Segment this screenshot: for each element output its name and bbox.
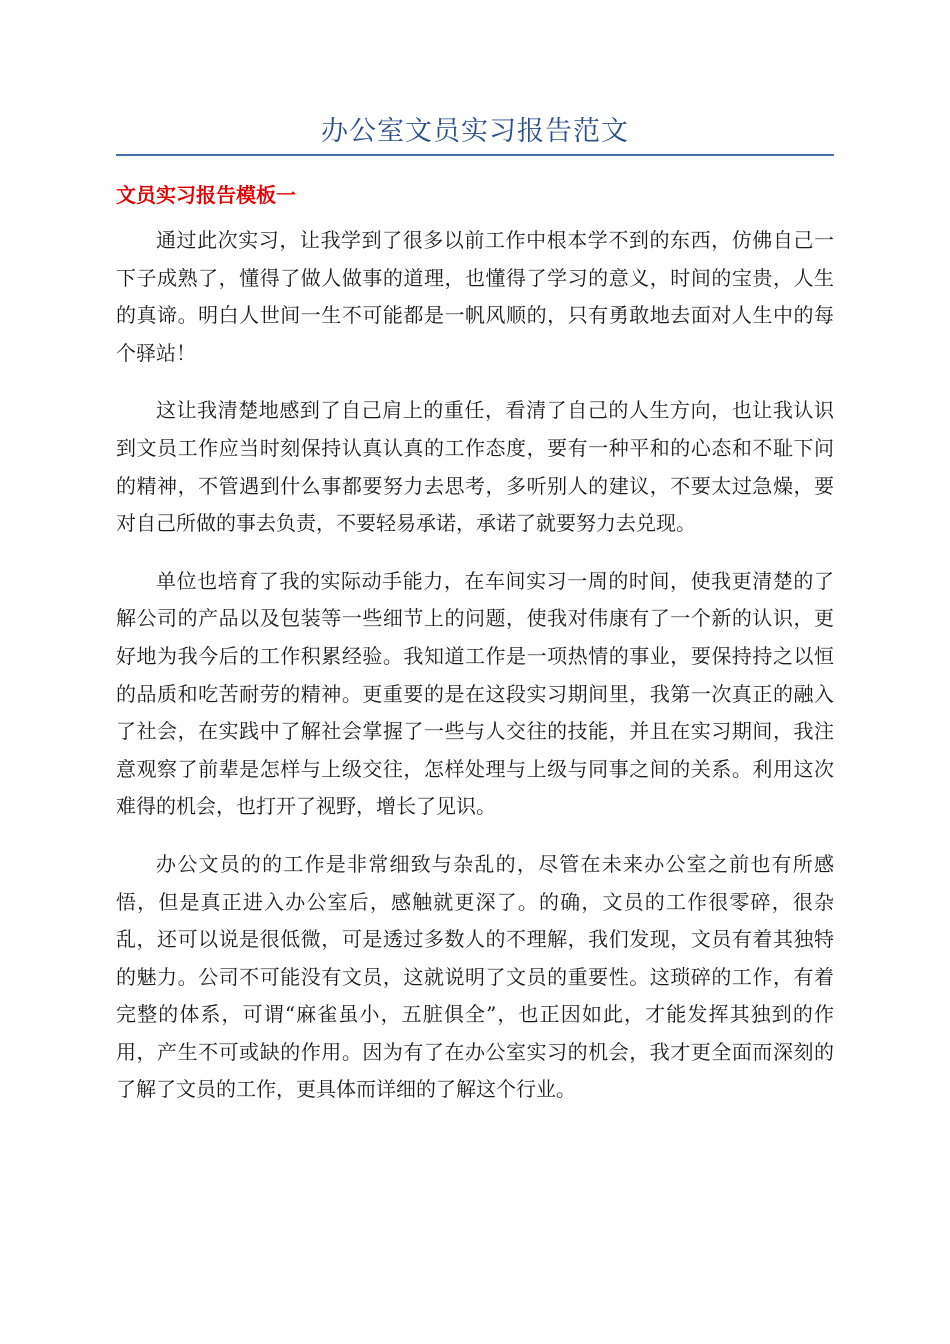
paragraph-3: 单位也培育了我的实际动手能力，在车间实习一周的时间，使我更清楚的了解公司的产品以及包装等一些细节上的问题，使我对伟康有了一个新的认识，更好地为我今后的工作积累经验。我知道工作是一项热情的事业，要保持持之以恒的品质和吃苦耐劳的精神。更重要的是在这段实习期间里，我第一次真正的融入了社会，在实践中了解社会掌握了一些与人交往的技能，并且在实习期间，我注意观察了前辈是怎样与上级交往，怎样处理与上级与同事之间的关系。利用这次难得的机会，也打开了视野，增长了见识。 — [116, 568, 834, 819]
paragraph-2: 这让我清楚地感到了自己肩上的重任，看清了自己的人生方向，也让我认识到文员工作应当时刻保持认真认真的工作态度，要有一种平和的心态和不耻下问的精神，不管遇到什么事都要努力去思考，多听别人的建议，不要太过急燥，要对自己所做的事去负责，不要轻易承诺，承诺了就要努力去兑现。 — [116, 398, 834, 536]
section-heading: 文员实习报告模板一 — [116, 183, 296, 207]
paragraph-1: 通过此次实习，让我学到了很多以前工作中根本学不到的东西，仿佛自己一下子成熟了，懂得了做人做事的道理，也懂得了学习的意义，时间的宝贵，人生的真谛。明白人世间一生不可能都是一帆风顺的，只有勇敢地去面对人生中的每个驿站！ — [116, 228, 834, 365]
paragraph-4: 办公文员的的工作是非常细致与杂乱的，尽管在未来办公室之前也有所感悟，但是真正进入办公室后，感触就更深了。的确，文员的工作很零碎，很杂乱，还可以说是很低微，可是透过多数人的不理解，我们发现，文员有着其独特的魅力。公司不可能没有文员，这就说明了文员的重要性。这琐碎的工作，有着完整的体系，可谓“麻雀虽小，五脏俱全”，也正因如此，才能发挥其独到的作用，产生不可或缺的作用。因为有了在办公室实习的机会，我才更全面而深刻的了解了文员的工作，更具体而详细的了解这个行业。 — [116, 851, 834, 1102]
document-body — [116, 222, 834, 1129]
document-title: 办公室文员实习报告范文 — [321, 116, 629, 147]
title-divider — [116, 154, 834, 156]
